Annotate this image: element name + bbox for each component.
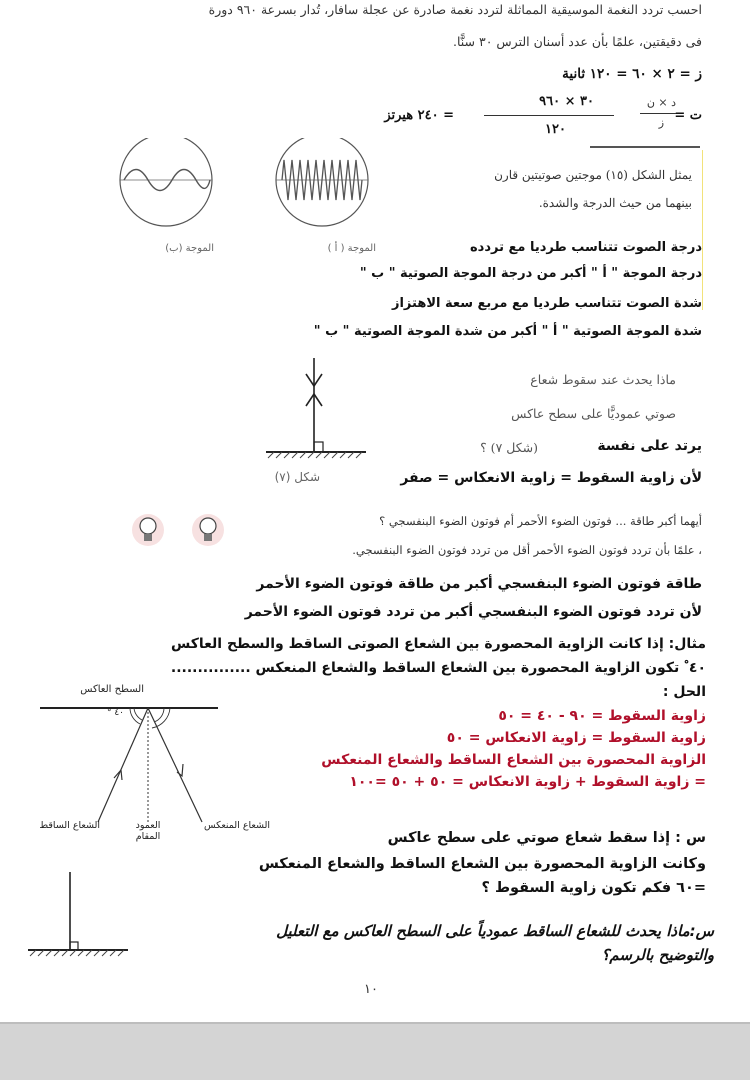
question3-line-2: والتوضيح بالرسم؟ <box>601 946 714 964</box>
wave-answer-4: شدة الموجة الصوتية " أ " أكبر من شدة الموجة الصوتية " ب " <box>313 324 702 339</box>
solution-step-3: الزاوية المحصورة بين الشعاع الساقط والشعاع المنعكس <box>321 752 706 768</box>
perpendicular-reflection-figure <box>258 352 368 464</box>
freq-result: = ٢٤٠ هيرتز <box>384 108 454 123</box>
solution-label: الحل : <box>662 684 706 700</box>
freq-formula-denominator: ز <box>658 116 664 129</box>
waves-question-2: بينهما من حيث الدرجة والشدة. <box>538 196 692 210</box>
wave-answer-1: درجة الصوت تتناسب طرديا مع تردده <box>469 240 702 255</box>
intro-line-1: احسب تردد النغمة الموسيقية المماثلة لتردد نغمة صادرة عن عجلة سافار، تُدار بسرعة ٩٦٠ دورة <box>208 2 702 17</box>
diagram-angle-label: ٤٠ ° <box>106 708 124 718</box>
wave-b-label: الموجة (ب) <box>165 243 214 254</box>
wave-answer-2: درجة الموجة " أ " أكبر من درجة الموجة الصوتية " ب " <box>359 266 702 281</box>
reflection-question-3: (شكل ٧) ؟ <box>480 440 538 455</box>
bulb-icons <box>128 508 228 554</box>
photons-question-1: أيهما أكبر طاقة ... فوتون الضوء الأحمر أم فوتون الضوء البنفسجي ؟ <box>379 514 702 528</box>
solution-step-4: = زاوية السقوط + زاوية الانعكاس = ٥٠ + ٥٠ =١٠٠ <box>349 774 706 790</box>
waves-figure <box>112 138 412 234</box>
intro-line-2: فى دقيقتين، علمًا بأن عدد أسنان الترس ٣٠ سنًّا. <box>453 34 702 49</box>
page-number: ١٠ <box>364 982 378 997</box>
figure-7-label: شكل (٧) <box>274 470 320 484</box>
question2-line-2: وكانت الزاوية المحصورة بين الشعاع الساقط والشعاع المنعكس <box>258 856 706 872</box>
question2-line-3: =٦٠ فكم تكون زاوية السقوط ؟ <box>481 880 706 896</box>
example-line-2: ٤٠ ْ تكون الزاوية المحصورة بين الشعاع الساقط والشعاع المنعكس ............... <box>170 660 706 676</box>
time-calculation: ز = ٢ × ٦٠ = ١٢٠ ثانية <box>562 66 702 82</box>
wave-a-label: الموجة ( أ ) <box>327 243 376 254</box>
reflection-answer: يرتد على نفسة <box>597 438 702 454</box>
diagram-normal-label: العمود المقام <box>135 820 161 842</box>
photons-answer-2: لأن تردد فوتون الضوء البنفسجي أكبر من تردد فوتون الضوء الأحمر <box>244 604 702 620</box>
reflection-question-1: ماذا يحدث عند سقوط شعاع <box>530 372 676 387</box>
photons-question-2: ، علمًا بأن تردد فوتون الضوء الأحمر أقل من تردد فوتون الضوء البنفسجي. <box>352 543 702 557</box>
freq-denominator: ١٢٠ <box>545 122 566 137</box>
photons-answer-1: طاقة فوتون الضوء البنفسجي أكبر من طاقة فوتون الضوء الأحمر <box>256 576 702 592</box>
diagram-reflected-label: الشعاع المنعكس <box>203 820 270 831</box>
perpendicular-sketch <box>24 868 134 960</box>
question3-line-1: س:ماذا يحدث للشعاع الساقط عمودياً على السطح العاكس مع التعليل <box>276 922 714 940</box>
diagram-surface-label: السطح العاكس <box>80 684 144 695</box>
frequency-calculation <box>282 92 702 144</box>
question2-line-1: س : إذا سقط شعاع صوتي على سطح عاكس <box>387 830 706 846</box>
reflection-question-2: صوتي عموديًّا على سطح عاكس <box>511 406 676 421</box>
violet-bulb-icon <box>132 514 164 546</box>
divider <box>590 146 700 148</box>
solution-step-2: زاوية السقوط = زاوية الانعكاس = ٥٠ <box>446 730 706 746</box>
freq-formula-numerator: د × ن <box>646 96 676 109</box>
diagram-incident-label: الشعاع الساقط <box>39 820 100 831</box>
freq-numerator: ٣٠ × ٩٦٠ <box>539 94 594 109</box>
freq-lhs: ت = <box>674 108 702 123</box>
wave-answer-3: شدة الصوت تتناسب طرديا مع مربع سعة الاهتزاز <box>391 296 702 311</box>
red-bulb-icon <box>192 514 224 546</box>
margin-line <box>702 150 703 310</box>
waves-question-1: يمثل الشكل (١٥) موجتين صوتيتين قارن <box>494 168 692 182</box>
solution-step-1: زاوية السقوط = ٩٠ - ٤٠ = ٥٠ <box>498 708 706 724</box>
reflection-angle-diagram <box>30 698 280 828</box>
reflection-reason: لأن زاوية السقوط = زاوية الانعكاس = صفر <box>400 470 702 486</box>
viewer-footer <box>0 1024 750 1080</box>
example-line-1: مثال: إذا كانت الزاوية المحصورة بين الشعاع الصوتى الساقط والسطح العاكس <box>170 636 706 652</box>
